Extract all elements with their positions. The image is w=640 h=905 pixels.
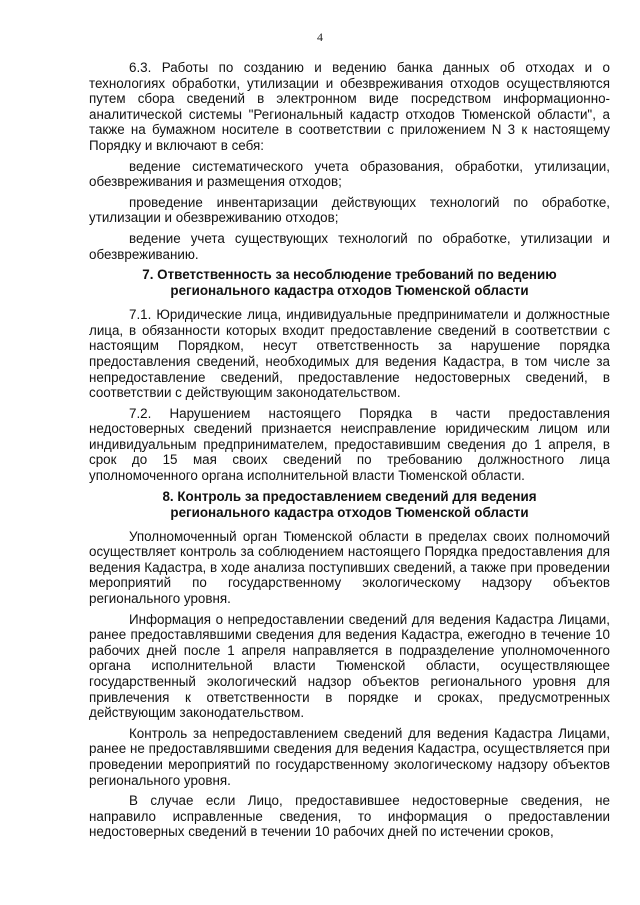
paragraph: Контроль за непредоставлением сведений для ведения Кадастра Лицами, ранее не предоставлявшими сведения для ведения Кадастра, осуществляется при проведении мероприятий по государственному экологическому надзору объектов регионального уровня. [89, 725, 610, 788]
paragraph-list-item: ведение систематического учета образования, обработки, утилизации, обезвреживания и размещения отходов; [89, 158, 610, 190]
document-body [89, 60, 610, 845]
paragraph: В случае если Лицо, предоставившее недостоверные сведения, не направило исправленные сведения, то информация о предоставлении недостоверных сведений в течении 10 рабочих дней по истечении сроков, [89, 793, 610, 840]
paragraph-6-3: 6.3. Работы по созданию и ведению банка данных об отходах и о технологиях обработки, утилизации и обезвреживания отходов осуществляются путем сбора сведений в электронном виде посредством информационно-аналитической системы "Региональный кадастр отходов Тюменской области", а также на бумажном носителе в соответствии с приложением N 3 к настоящему Порядку и включают в себя: [89, 60, 610, 153]
paragraph: Уполномоченный орган Тюменской области в пределах своих полномочий осуществляет контроль за соблюдением настоящего Порядка предоставления для ведения Кадастра, в ходе анализа поступивших сведений, а также при проведении мероприятий по государственному экологическому надзору объектов регионального уровня. [89, 528, 610, 607]
heading-line: 8. Контроль за предоставлением сведений для ведения [162, 488, 537, 504]
heading-line: регионального кадастра отходов Тюменской области [170, 283, 529, 299]
page-number: 4 [317, 30, 323, 44]
paragraph-list-item: проведение инвентаризации действующих технологий по обработке, утилизации и обезвреживанию отходов; [89, 194, 610, 226]
heading-line: 7. Ответственность за несоблюдение требований по ведению [142, 267, 557, 283]
paragraph-7-1: 7.1. Юридические лица, индивидуальные предприниматели и должностные лица, в обязанности которых входит предоставление сведений в соответствии с настоящим Порядком, несут ответственность за нарушение порядка предоставления сведений, необходимых для ведения Кадастра, в том числе за непредоставление сведений, предоставление недостоверных сведений, в соответствии с действующим законодательством. [89, 307, 610, 401]
paragraph-list-item: ведение учета существующих технологий по обработке, утилизации и обезвреживанию. [89, 230, 610, 262]
heading-line: регионального кадастра отходов Тюменской области [170, 504, 529, 520]
section-8-heading [89, 489, 610, 521]
paragraph: Информация о непредоставлении сведений для ведения Кадастра Лицами, ранее предоставлявшими сведения для ведения Кадастра, ежегодно в течение 10 рабочих дней после 1 апреля направляется в подразделение уполномоченного органа исполнительной власти Тюменской области, осуществляющее государственный экологический надзор объектов регионального уровня для привлечения к ответственности в порядке и сроках, предусмотренных действующим законодательством. [89, 611, 610, 721]
paragraph-7-2: 7.2. Нарушением настоящего Порядка в части предоставления недостоверных сведений признается неисправление юридическим лицом или индивидуальным предпринимателем, предоставившим сведения до 1 апреля, в срок до 15 мая своих сведений по требованию должностного лица уполномоченного органа исполнительной власти Тюменской области. [89, 405, 610, 484]
section-7-heading [89, 267, 610, 299]
